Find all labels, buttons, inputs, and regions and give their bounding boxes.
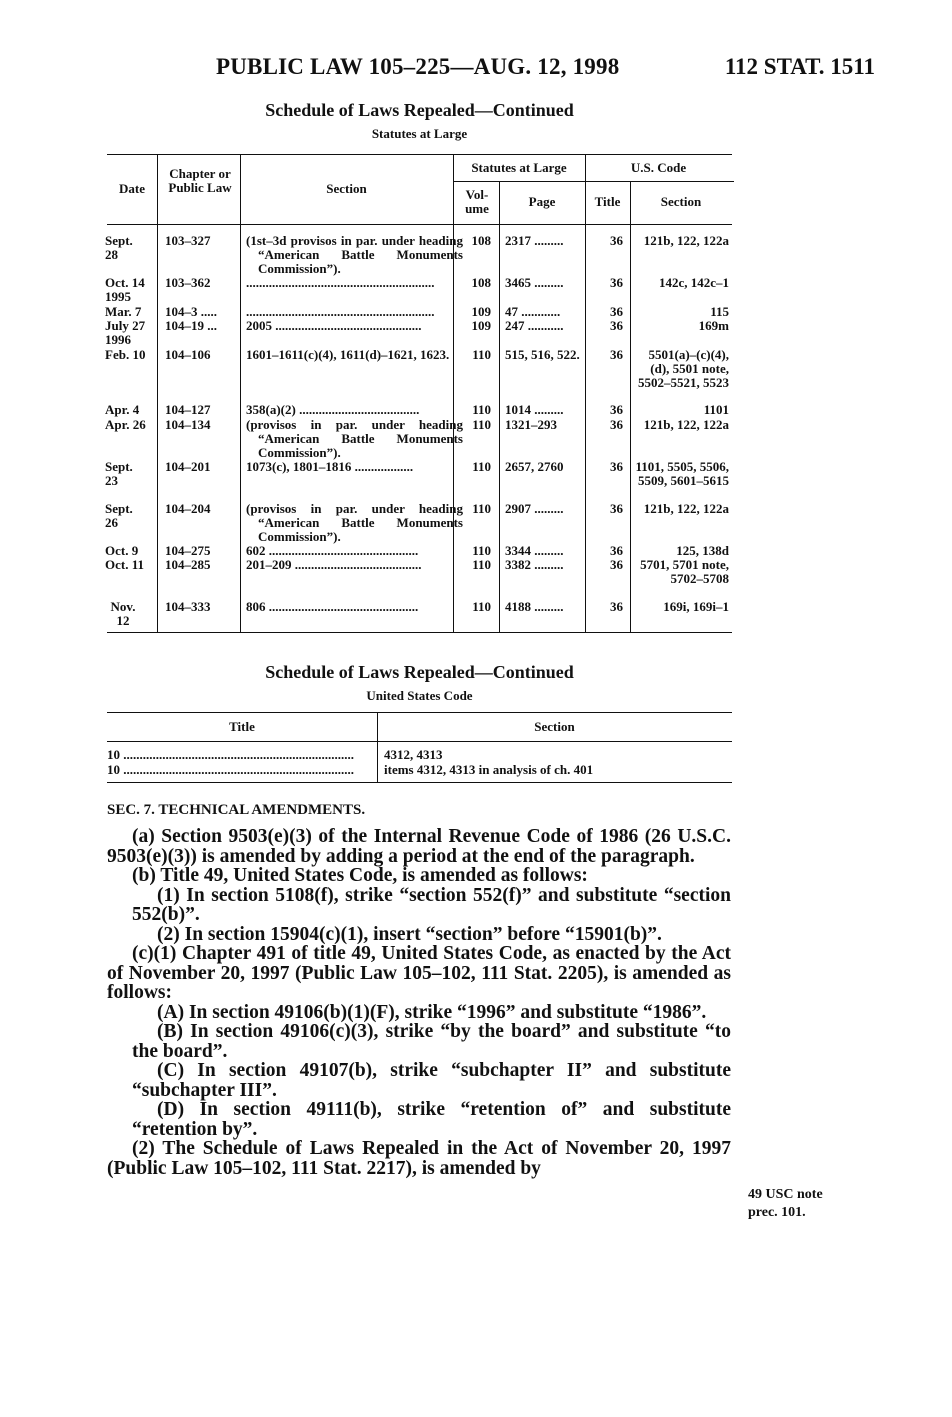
header-section: Section [534,719,575,734]
cell-date: Apr. 26 [105,417,146,432]
statutes-table [107,154,732,634]
page-number: 112 STAT. 1511 [724,54,875,79]
cell-section: 806 .............................................. [246,600,419,614]
cell-usc: 121b, 122, 122a [643,417,729,432]
cell-page: 1014 ......... [505,403,564,417]
cell-section: 1601–1611(c)(4), 1611(d)–1621, 1623. [246,347,450,362]
cell-date: Oct. 9 [105,543,139,558]
cell-title: 36 [610,557,623,572]
cell-usc: 5501(a)–(c)(4), (d), 5501 note, 5502–5521, 5523 [638,347,729,390]
paragraph: (A) In section 49106(b)(1)(F), strike “1996” and substitute “1986”. [157,1001,707,1023]
cell-volume: 108 [471,275,491,290]
cell-volume: 110 [472,543,491,558]
header-section: Section [326,181,367,196]
paragraph: (c)(1) Chapter 491 of title 49, United States Code, as enacted by the Act of November 20, 1997 (Public Law 105–102, 111 Stat. 2205), is amended as follows: [107,943,731,1003]
cell-volume: 108 [471,233,491,248]
cell-usc: 1101 [703,402,729,417]
cell-usc: 142c, 142c–1 [658,275,729,290]
cell-chapter: 103–327 [165,233,211,248]
header-title: Title [229,719,255,734]
cell-title: 10 ....................................................................... [107,748,354,762]
header-date: Date [119,181,145,196]
cell-volume: 109 [471,304,491,319]
header-usc-group: U.S. Code [630,160,687,175]
cell-page: 4188 ......... [505,600,564,614]
cell-usc: 121b, 122, 122a [643,233,729,248]
cell-date: Apr. 4 [105,402,140,417]
cell-volume: 110 [472,347,491,362]
paragraph: (D) In section 49111(b), strike “retention of” and substitute “retention by”. [132,1099,731,1140]
cell-chapter: 104–285 [165,557,211,572]
cell-date: Sept. 28 [105,233,133,262]
cell-usc: 169m [698,318,729,333]
cell-title: 36 [610,304,623,319]
paragraph: (b) Title 49, United States Code, is amended as follows: [132,865,588,886]
cell-volume: 110 [472,417,491,432]
cell-volume: 110 [472,402,491,417]
cell-volume: 110 [472,599,491,614]
cell-section: 358(a)(2) ..................................... [246,403,420,417]
cell-section: 4312, 4313 [384,747,443,762]
cell-chapter: 104–134 [165,417,211,432]
cell-chapter: 104–333 [165,599,211,614]
cell-chapter: 104–106 [165,347,211,362]
cell-volume: 110 [472,459,491,474]
cell-section: 602 .............................................. [246,544,419,558]
cell-title: 36 [610,402,623,417]
schedule-title: Schedule of Laws Repealed—Continued [265,100,574,120]
section-body [107,827,731,1178]
paragraph: (2) The Schedule of Laws Repealed in the Act of November 20, 1997 (Public Law 105–102, 111 Stat. 2217), is amended by [107,1138,731,1179]
cell-title: 36 [610,318,623,333]
cell-page: 247 ........... [505,319,564,333]
cell-usc: 1101, 5505, 5506, 5509, 5601–5615 [635,459,729,488]
cell-usc: 169i, 169i–1 [663,599,729,614]
cell-page: 2657, 2760 [505,459,564,474]
cell-page: 1321–293 [505,418,557,432]
cell-date: Oct. 11 [105,557,144,572]
cell-page: 2317 ......... [505,234,564,248]
cell-usc: 125, 138d [676,543,729,558]
cell-usc: 5701, 5701 note, 5702–5708 [640,557,729,586]
cell-title: 36 [610,275,623,290]
cell-date: Oct. 14 [105,275,145,290]
cell-chapter: 104–204 [165,501,211,516]
cell-page: 2907 ......... [505,502,564,516]
usc-table [107,712,732,784]
cell-chapter: 104–275 [165,543,211,558]
cell-date: Nov. 12 [110,599,136,628]
cell-section: 201–209 ....................................... [246,558,422,572]
year-label: 1996 [105,332,131,347]
cell-title: 36 [610,233,623,248]
cell-usc: 115 [710,304,729,319]
header-chapter: Chapter or Public Law [168,166,232,195]
cell-section: 2005 ............................................. [246,319,422,333]
cell-usc: 121b, 122, 122a [643,501,729,516]
cell-chapter: 104–3 ..... [165,304,217,319]
cell-volume: 110 [472,501,491,516]
cell-section: .......................................................... [246,305,435,319]
header-usc-section: Section [660,194,702,209]
cell-section: items 4312, 4313 in analysis of ch. 401 [384,762,594,777]
cell-chapter: 104–201 [165,459,211,474]
cell-date: July 27 [105,318,146,333]
cell-page: 47 ............ [505,305,561,319]
header-title: Title [594,194,621,209]
cell-date: Sept. 26 [105,501,133,530]
cell-title: 36 [610,417,623,432]
cell-date: Feb. 10 [105,347,146,362]
cell-chapter: 103–362 [165,275,211,290]
section-heading: SEC. 7. TECHNICAL AMENDMENTS. [107,802,366,818]
cell-section: 1073(c), 1801–1816 .................. [246,460,414,474]
schedule-subtitle-2: United States Code [366,688,473,703]
cell-title: 36 [610,347,623,362]
paragraph: (a) Section 9503(e)(3) of the Internal Revenue Code of 1986 (26 U.S.C. 9503(e)(3)) is amended by adding a period at the end of the paragraph. [107,826,731,867]
cell-title: 10 ....................................................................... [107,763,354,777]
cell-section: (provisos in par. under heading “American Battle Monuments Commission”). [246,501,463,544]
cell-section: (1st–3d provisos in par. under heading “American Battle Monuments Commission”). [246,233,463,276]
cell-chapter: 104–127 [165,402,211,417]
cell-date: Sept. 23 [105,459,133,488]
page-header [210,54,875,86]
cell-volume: 110 [472,557,491,572]
cell-page: 3382 ......... [505,558,564,572]
paragraph: (C) In section 49107(b), strike “subchapter II” and substitute “subchapter III”. [132,1060,731,1101]
year-label: 1995 [105,289,131,304]
paragraph: (2) In section 15904(c)(1), insert “section” before “15901(b)”. [157,923,662,945]
cell-page: 3344 ......... [505,544,564,558]
cell-section: (provisos in par. under heading “American Battle Monuments Commission”). [246,417,463,460]
header-page: Page [528,194,556,209]
cell-chapter: 104–19 ... [165,318,217,333]
header-stat-group: Statutes at Large [471,160,567,175]
schedule-subtitle: Statutes at Large [371,126,468,141]
cell-section: .......................................................... [246,276,435,290]
cell-page: 3465 ......... [505,276,564,290]
paragraph: (1) In section 5108(f), strike “section 552(f)” and substitute “section 552(b)”. [132,884,731,925]
cell-date: Mar. 7 [105,304,142,319]
cell-title: 36 [610,459,623,474]
cell-volume: 109 [471,318,491,333]
cell-title: 36 [610,501,623,516]
paragraph: (B) In section 49106(c)(3), strike “by the board” and substitute “to the board”. [132,1021,731,1062]
running-head: PUBLIC LAW 105–225—AUG. 12, 1998 [216,54,620,79]
header-volume: Vol-ume [465,187,489,216]
schedule-title-2: Schedule of Laws Repealed—Continued [265,662,574,682]
cell-title: 36 [610,599,623,614]
cell-title: 36 [610,543,623,558]
margin-note: 49 USC note prec. 101. [748,1187,823,1220]
cell-page: 515, 516, 522. [505,347,580,362]
